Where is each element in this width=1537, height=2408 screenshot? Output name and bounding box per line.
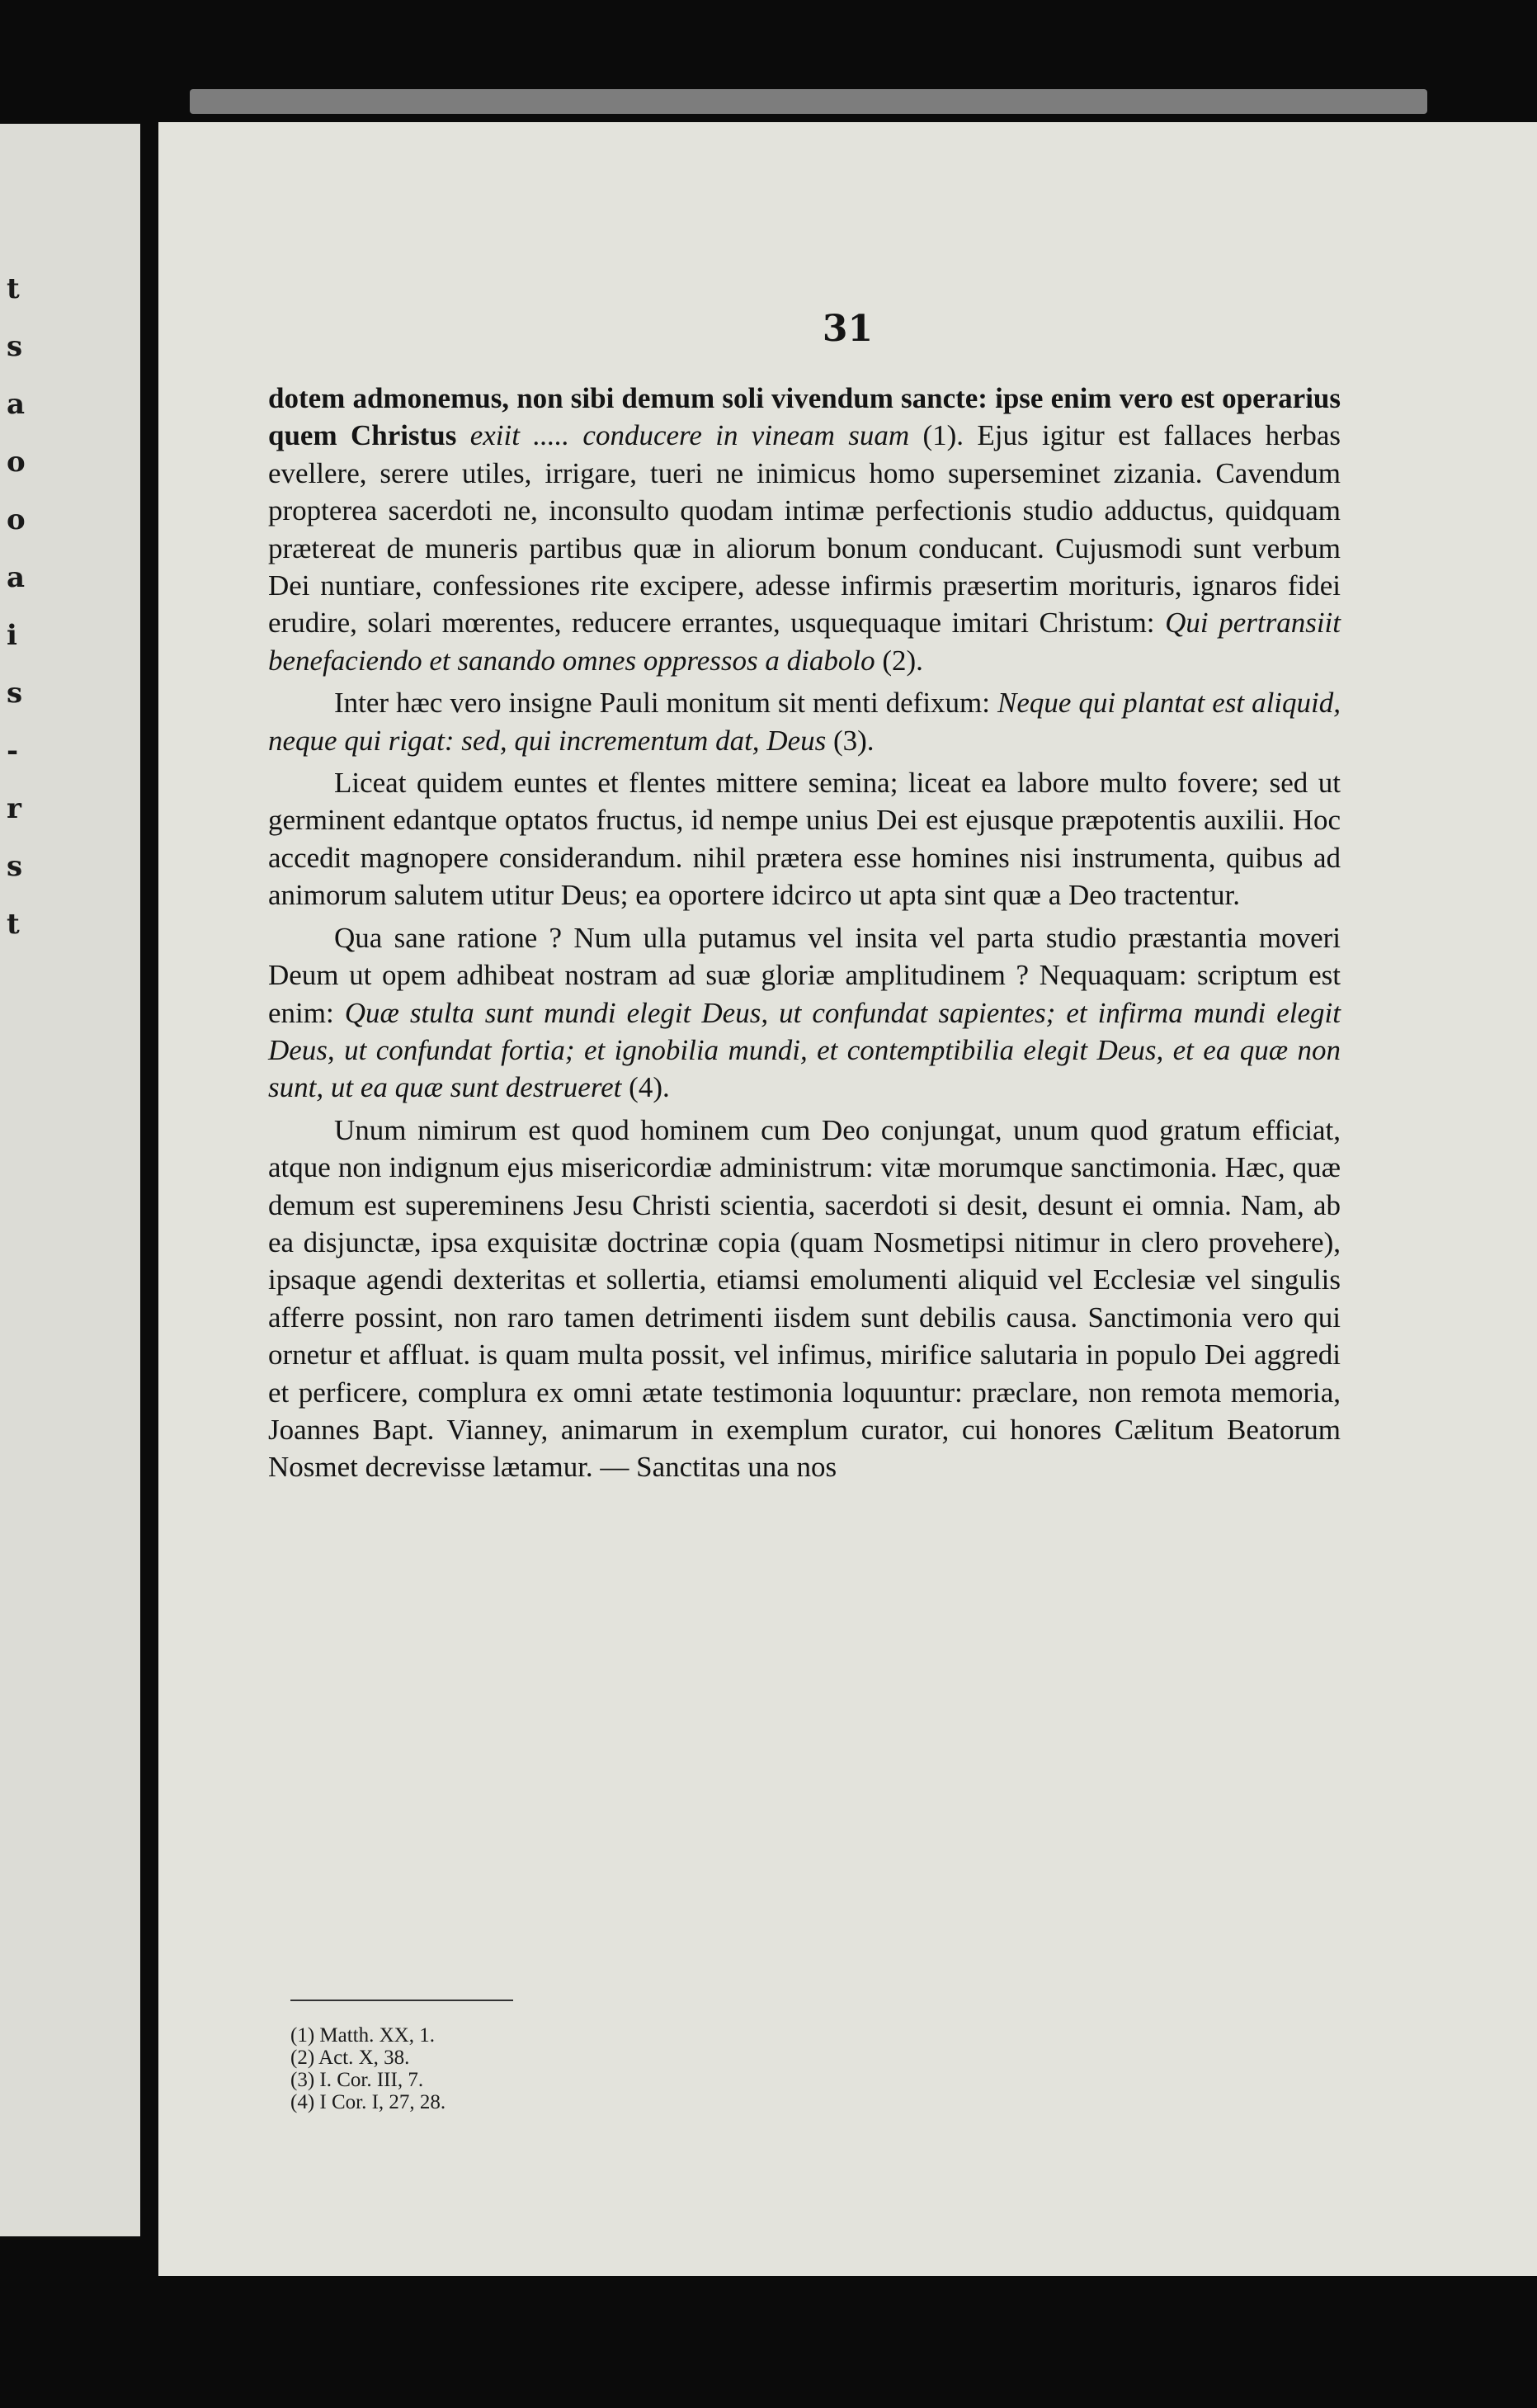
text-run: (3). bbox=[826, 724, 875, 757]
text-run: (2). bbox=[875, 644, 923, 677]
paragraph bbox=[268, 380, 1341, 679]
footnote bbox=[290, 2091, 446, 2113]
paragraph bbox=[268, 919, 1341, 1107]
scripture-quote: Neque qui plantat est aliquid, neque qui rigat: sed, qui incrementum dat, Deus bbox=[268, 687, 1341, 757]
text-run: (4). bbox=[621, 1071, 670, 1104]
footnote-number: (4) bbox=[290, 2091, 320, 2113]
scripture-quote: Quæ stulta sunt mundi elegit Deus, ut confundat sapientes; et infirma mundi elegit Deus, ut confundat fortia; et ignobilia mundi, et contemptibilia elegit Deus, et ea quæ non sunt, ut ea quæ sunt destrueret bbox=[268, 996, 1341, 1104]
footnote-number: (3) bbox=[290, 2069, 320, 2091]
footnote-text: Act. X, 38. bbox=[318, 2047, 410, 2069]
margin-fragment: s bbox=[7, 677, 23, 710]
text-run: dotem admonemus, non sibi demum soli vivendum sancte: ipse enim vero est operarius quem Christus bbox=[268, 382, 1341, 452]
text-run: Inter hæc vero insigne Pauli monitum sit menti defixum: bbox=[334, 687, 997, 720]
text-run: Liceat quidem euntes et flentes mittere semina; liceat ea labore multo fovere; sed ut germinent edantque optatos fructus, id nempe unius Dei est ejusque præpotentis auxilii. Hoc accedit magnopere considerandum. nihil prætera esse homines nisi instrumenta, quibus ad animorum salutem utitur Deus; ea oportere idcirco ut apta sint quæ a Deo tractentur. bbox=[268, 767, 1341, 912]
footnote-separator bbox=[290, 2000, 513, 2001]
footnote-text: I. Cor. III, 7. bbox=[319, 2069, 424, 2091]
footnote bbox=[290, 2024, 446, 2047]
text-run: (1). Ejus igitur est fallaces herbas evellere, serere utiles, irrigare, tueri ne inimicus homo superseminet zizania. Cavendum propterea sacerdoti ne, inconsulto quodam intimæ perfectionis studio adductus, quidquam prætereat de muneris partibus quæ in aliorum bonum conducant. Cujusmodi sunt verbum Dei nuntiare, confessiones rite excipere, adesse infirmis præsertim morituris, ignaros fidei erudire, solari mœrentes, reducere errantes, usquequaque imitari Christum: bbox=[268, 419, 1341, 640]
text-run: Unum nimirum est quod hominem cum Deo conjungat, unum quod gratum efficiat, atque non indignum ejus misericordiæ administrum: vitæ morumque sanctimonia. Hæc, quæ demum est supereminens Jesu Christi scientia, sacerdoti si desit, desunt ei omnia. Nam, ab ea disjunctæ, ipsa exquisitæ doctrinæ copia (quam Nosmetipsi nitimur in clero provehere), ipsaque agendi dexteritas et sollertia, etiamsi emolumenti aliquid vel Ecclesiæ vel singulis afferre possint, non raro tamen detrimenti iisdem sunt debilis causa. Sanctimonia vero qui ornetur et affluat. is quam multa possit, vel infimus, mirifice salutaria in populo Dei aggredi et perficere, complura ex omni ætate testimonia loquuntur: præclare, non remota memoria, Joannes Bapt. Vianney, animarum in exemplum curator, cui honores Cælitum Beatorum Nosmet decrevisse lætamur. — Sanctitas una nos bbox=[268, 1113, 1341, 1484]
page-number: 31 bbox=[822, 308, 874, 350]
margin-fragment: s bbox=[7, 330, 23, 363]
footnote-number: (2) bbox=[290, 2047, 319, 2069]
footnote-text: Matth. XX, 1. bbox=[319, 2024, 435, 2047]
margin-fragment: a bbox=[7, 561, 26, 594]
text-run: Qua sane ratione ? Num ulla putamus vel insita vel parta studio præstantia moveri Deum ut opem adhibeat nostram ad suæ gloriæ amplitudinem ? Nequaquam: scriptum est enim: bbox=[268, 921, 1341, 1029]
paragraph bbox=[268, 764, 1341, 914]
footnote bbox=[290, 2069, 446, 2091]
footnotes bbox=[290, 2024, 446, 2113]
book-page bbox=[158, 122, 1537, 2276]
footnote bbox=[290, 2047, 446, 2069]
scripture-quote: Qui pertransiit benefaciendo et sanando omnes oppressos a diabolo bbox=[268, 607, 1341, 677]
margin-fragment: o bbox=[7, 446, 26, 479]
paragraph bbox=[268, 684, 1341, 759]
footnote-number: (1) bbox=[290, 2024, 320, 2047]
body-text bbox=[268, 380, 1341, 1486]
margin-fragment: t bbox=[7, 908, 20, 941]
margin-fragment: i bbox=[7, 619, 17, 652]
footnote-text: I Cor. I, 27, 28. bbox=[319, 2091, 446, 2113]
margin-fragment: - bbox=[7, 734, 19, 767]
paragraph bbox=[268, 1112, 1341, 1486]
margin-fragment: t bbox=[7, 272, 20, 305]
scan-edge-bar bbox=[190, 89, 1427, 114]
scripture-quote: exiit ..... conducere in vineam suam bbox=[469, 419, 910, 452]
margin-fragment: a bbox=[7, 388, 26, 421]
previous-page-edge bbox=[0, 124, 140, 2236]
margin-fragment: o bbox=[7, 503, 26, 536]
margin-fragment: r bbox=[7, 792, 21, 825]
margin-fragment: s bbox=[7, 850, 23, 883]
